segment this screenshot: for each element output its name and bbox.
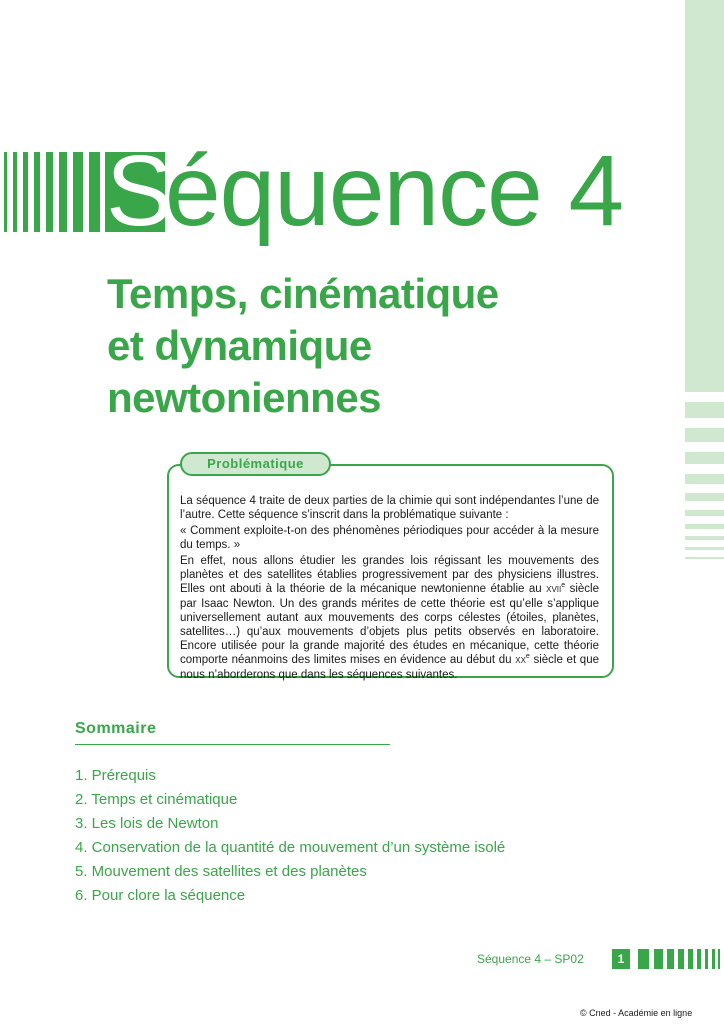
side-decoration-stripe	[685, 474, 724, 484]
side-decoration-stripe	[685, 547, 724, 550]
sommaire-item[interactable]: 5. Mouvement des satellites et des planètes	[75, 863, 367, 880]
sommaire-title: Sommaire	[75, 720, 157, 737]
sommaire-item[interactable]: 3. Les lois de Newton	[75, 815, 219, 832]
footer-barcode-stripe	[678, 949, 684, 969]
text-run: siècle et que nous n’aborderons que dans les séquences suivantes.	[180, 654, 599, 681]
sommaire-item[interactable]: 1. Prérequis	[75, 767, 156, 784]
side-decoration-stripe	[685, 452, 724, 464]
century-superscript: e	[525, 653, 530, 661]
text-run: En effet, nous allons étudier les grandes lois régissant les mouvements des planètes et des satellites établies progressivement par des physiciens illustres. Elles ont abouti à la théorie de la mécanique newtonienne établie au	[180, 555, 599, 595]
footer-barcode-stripe	[697, 949, 701, 969]
header-barcode-stripe	[46, 152, 53, 232]
subtitle-line: et dynamique	[107, 322, 372, 369]
century-numeral: XVII	[546, 585, 562, 594]
header-barcode-stripe	[4, 152, 7, 232]
side-decoration-stripe	[685, 428, 724, 442]
subtitle-line: newtoniennes	[107, 374, 382, 421]
footer-barcode-stripe	[654, 949, 663, 969]
text-run: siècle par Isaac Newton. Un des grands mérites de cette théorie est qu’elle s’applique universellement autant aux mouvements des corps célestes (étoiles, planètes, satellites…) qu’aux mouvements d’objets plus petits observés en laboratoire. Encore utilisée pour la grande majorité des études en mécanique, cette théorie comporte néanmoins des limites mises en évidence au début du	[180, 583, 599, 666]
century-numeral: XX	[515, 656, 526, 665]
side-decoration-stripe	[685, 557, 724, 559]
subtitle-line: Temps, cinématique	[107, 270, 499, 317]
footer-barcode-stripe	[667, 949, 674, 969]
header-barcode-stripe	[59, 152, 67, 232]
header-barcode-stripe	[73, 152, 83, 232]
sommaire-item[interactable]: 2. Temps et cinématique	[75, 791, 238, 808]
problematique-question: « Comment exploite-t-on des phénomènes périodiques pour accéder à la mesure du temps. »	[180, 525, 599, 551]
page-number: 1	[612, 949, 630, 969]
side-decoration-band	[685, 0, 724, 392]
copyright-notice: © Cned - Académie en ligne	[580, 1008, 693, 1018]
side-decoration-stripe	[685, 510, 724, 516]
side-decoration-stripe	[685, 402, 724, 418]
problematique-paragraph: La séquence 4 traite de deux parties de la chimie qui sont indépendantes l’une de l’autre. Cette séquence s’inscrit dans la problématique suivante :	[180, 495, 599, 521]
sommaire-item[interactable]: 4. Conservation de la quantité de mouvement d’un système isolé	[75, 839, 506, 856]
sommaire-list	[75, 764, 505, 908]
header-barcode-stripe	[34, 152, 40, 232]
footer-sequence-label: Séquence 4 – SP02	[477, 952, 584, 966]
side-decoration-stripe	[685, 493, 724, 501]
sommaire-divider	[75, 744, 390, 745]
problematique-paragraph	[180, 554, 599, 682]
footer-barcode-stripe	[705, 949, 708, 969]
sequence-subtitle	[107, 268, 667, 424]
footer-barcode-stripe	[712, 949, 715, 969]
sommaire-item[interactable]: 6. Pour clore la séquence	[75, 887, 246, 904]
header-barcode-stripe	[89, 152, 100, 232]
side-decoration-stripe	[685, 536, 724, 540]
problematique-tab	[180, 452, 331, 476]
century-superscript: e	[561, 582, 566, 590]
header-barcode-stripe	[23, 152, 28, 232]
footer-barcode-stripe	[688, 949, 693, 969]
header-barcode-stripe	[13, 152, 17, 232]
title-initial-letter: S	[106, 135, 173, 247]
footer-barcode-stripe	[638, 949, 649, 969]
problematique-text	[180, 494, 599, 684]
footer-barcode-stripe	[718, 949, 720, 969]
side-decoration-stripe	[685, 524, 724, 529]
sequence-title: équence 4	[165, 135, 624, 247]
problematique-label: Problématique	[207, 456, 304, 471]
